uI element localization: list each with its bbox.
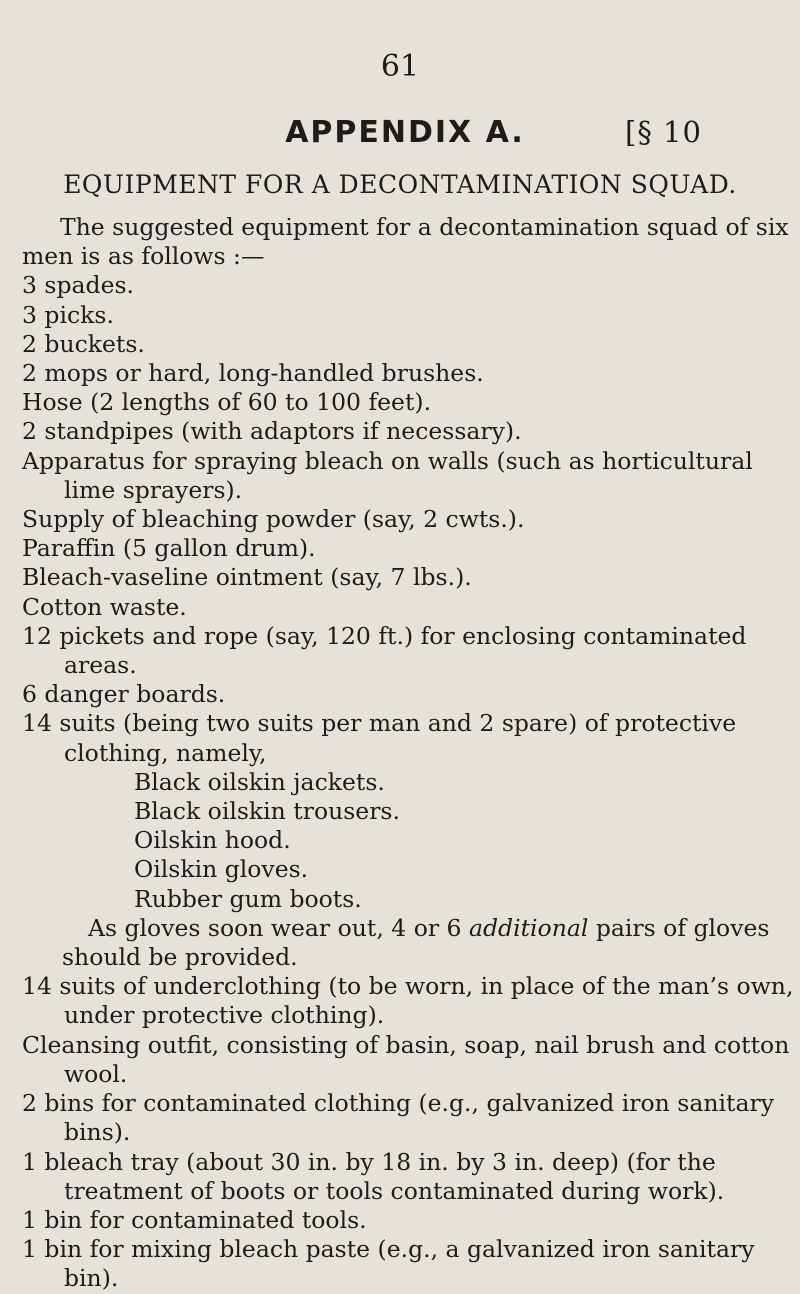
clothing-item: Black oilskin jackets. [134, 767, 385, 796]
list-item: Supply of bleaching powder (say, 2 cwts.). [22, 505, 525, 534]
page-title: EQUIPMENT FOR A DECONTAMINATION SQUAD. [63, 170, 737, 199]
gloves-note [22, 914, 794, 972]
gloves-note-end: pairs of gloves should be provided. [62, 913, 770, 972]
document-body [22, 213, 794, 1294]
equipment-list-continued [22, 972, 794, 1293]
list-item: 14 suits (being two suits per man and 2 spare) of protective clothing, namely, [22, 709, 737, 767]
list-item: 2 standpipes (with adaptors if necessary). [22, 417, 522, 446]
list-item: 2 buckets. [22, 329, 145, 358]
list-item: 12 pickets and rope (say, 120 ft.) for enclosing contaminated areas. [22, 621, 747, 680]
list-item: Cotton waste. [22, 592, 187, 621]
running-header [0, 115, 800, 155]
list-item: 1 bin for contaminated tools. [22, 1205, 367, 1234]
protective-clothing-list [22, 768, 794, 914]
gloves-note-start: As gloves soon wear out, 4 or 6 [88, 913, 469, 942]
page-number: 61 [380, 49, 420, 84]
equipment-list [22, 271, 794, 767]
list-item: 2 mops or hard, long-handled brushes. [22, 359, 484, 388]
list-item: Hose (2 lengths of 60 to 100 feet). [22, 388, 432, 417]
list-item: Bleach-vaseline ointment (say, 7 lbs.). [22, 563, 472, 592]
intro-paragraph: The suggested equipment for a decontamination squad of six men is as follows :— [22, 213, 789, 271]
clothing-item: Oilskin hood. [134, 826, 291, 855]
list-item: 1 bleach tray (about 30 in. by 18 in. by 3 in. deep) (for the treatment of boots or tools contaminated during work). [22, 1147, 725, 1205]
list-item: 14 suits of underclothing (to be worn, in place of the man’s own, under protective clothing). [22, 972, 794, 1030]
section-reference: [§ 10 [625, 115, 702, 149]
clothing-item: Oilskin gloves. [134, 855, 309, 884]
list-item: 2 bins for contaminated clothing (e.g., galvanized iron sanitary bins). [22, 1089, 774, 1147]
clothing-item: Rubber gum boots. [134, 884, 362, 913]
list-item: 1 bin for mixing bleach paste (e.g., a galvanized iron sanitary bin). [22, 1235, 755, 1293]
list-item: Paraffin (5 gallon drum). [22, 534, 316, 563]
list-item: Cleansing outfit, consisting of basin, soap, nail brush and cotton wool. [22, 1030, 790, 1088]
clothing-item: Black oilskin trousers. [134, 797, 400, 826]
list-item: Apparatus for spraying bleach on walls (such as horticultural lime sprayers). [22, 446, 753, 504]
list-item: 6 danger boards. [22, 680, 226, 709]
appendix-heading: APPENDIX A. [285, 115, 525, 150]
list-item: 3 picks. [22, 300, 114, 329]
gloves-note-italic: additional [468, 913, 589, 942]
list-item: 3 spades. [22, 271, 135, 300]
